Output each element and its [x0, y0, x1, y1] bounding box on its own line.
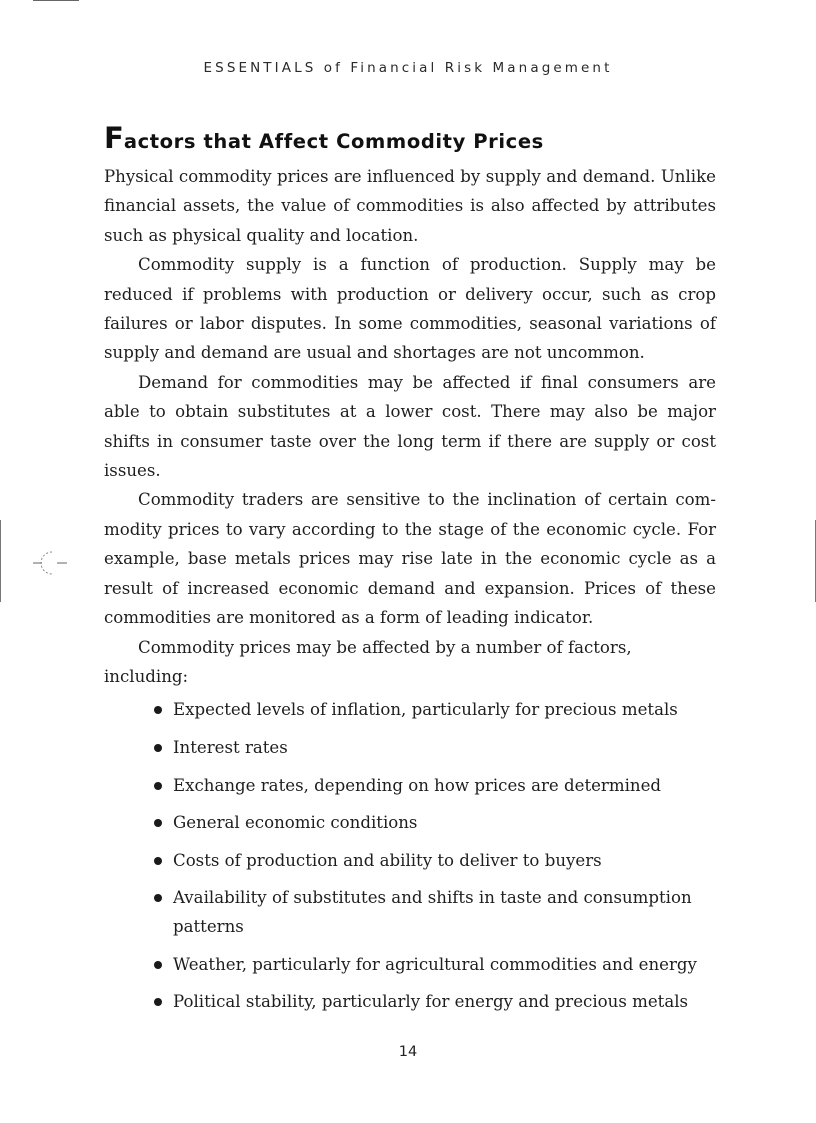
paragraph-intro: Physical commodity prices are influenced by supply and demand. Unlike financial assets, the value of commodities is also affected by attributes such as physical quality and location.: [104, 167, 716, 245]
heading-text: actors that Affect Commodity Prices: [123, 130, 544, 153]
list-item: [152, 883, 716, 941]
registration-mark-icon: [33, 548, 67, 578]
paragraph-demand: Demand for commodities may be affected if final consumers are able to obtain substitutes at a lower cost. There may also be major shifts in consumer taste over the long term if there are supply or cost issues.: [104, 372, 716, 481]
list-item: [152, 950, 716, 979]
list-item-text: Availability of substitutes and shifts in taste and consumption patterns: [173, 888, 692, 937]
list-item: [152, 808, 716, 837]
bullet-icon: [154, 961, 162, 969]
running-head: ESSENTIALS of Financial Risk Management: [203, 60, 613, 76]
paragraph-supply: Commodity supply is a function of production. Supply may be reduced if problems with production or delivery occur, such as crop failures or labor disputes. In some commodities, seasonal variations of supply and demand are usual and shortages are not uncommon.: [104, 255, 716, 363]
paragraph-traders: Commodity traders are sensitive to the inclination of certain commodity prices to vary according to the stage of the economic cycle. For example, base metals prices may rise late in the economic cycle as a result of increased economic demand and expansion. Prices of these commodities are monitored as a form of leading indicator.: [104, 490, 716, 628]
list-item-text: Interest rates: [173, 737, 288, 757]
list-item-text: Costs of production and ability to deliver to buyers: [173, 850, 602, 870]
crop-mark-top: [33, 0, 79, 1]
page-number: 14: [398, 1044, 418, 1060]
bullet-icon: [154, 998, 162, 1006]
bullet-icon: [154, 744, 162, 752]
bullet-icon: [154, 706, 162, 714]
list-item-text: General economic conditions: [173, 813, 418, 833]
list-item: [152, 846, 716, 875]
edge-mark-left: [0, 520, 1, 602]
section-heading: [104, 120, 716, 160]
list-item-text: Political stability, particularly for energy and precious metals: [173, 992, 689, 1012]
page-body: [104, 120, 716, 1025]
list-item: [152, 987, 716, 1016]
list-intro: Commodity prices may be affected by a number of factors, including:: [104, 637, 632, 686]
list-item-text: Exchange rates, depending on how prices are determined: [173, 775, 662, 795]
heading-initial: F: [104, 121, 124, 155]
bullet-icon: [154, 894, 162, 902]
factors-list: [104, 695, 716, 1016]
list-item: [152, 695, 716, 724]
bullet-icon: [154, 857, 162, 865]
bullet-icon: [154, 782, 162, 790]
list-item: [152, 771, 716, 800]
list-item: [152, 733, 716, 762]
list-item-text: Expected levels of inflation, particularly for precious metals: [173, 700, 678, 720]
list-item-text: Weather, particularly for agricultural commodities and energy: [173, 954, 697, 974]
bullet-icon: [154, 819, 162, 827]
